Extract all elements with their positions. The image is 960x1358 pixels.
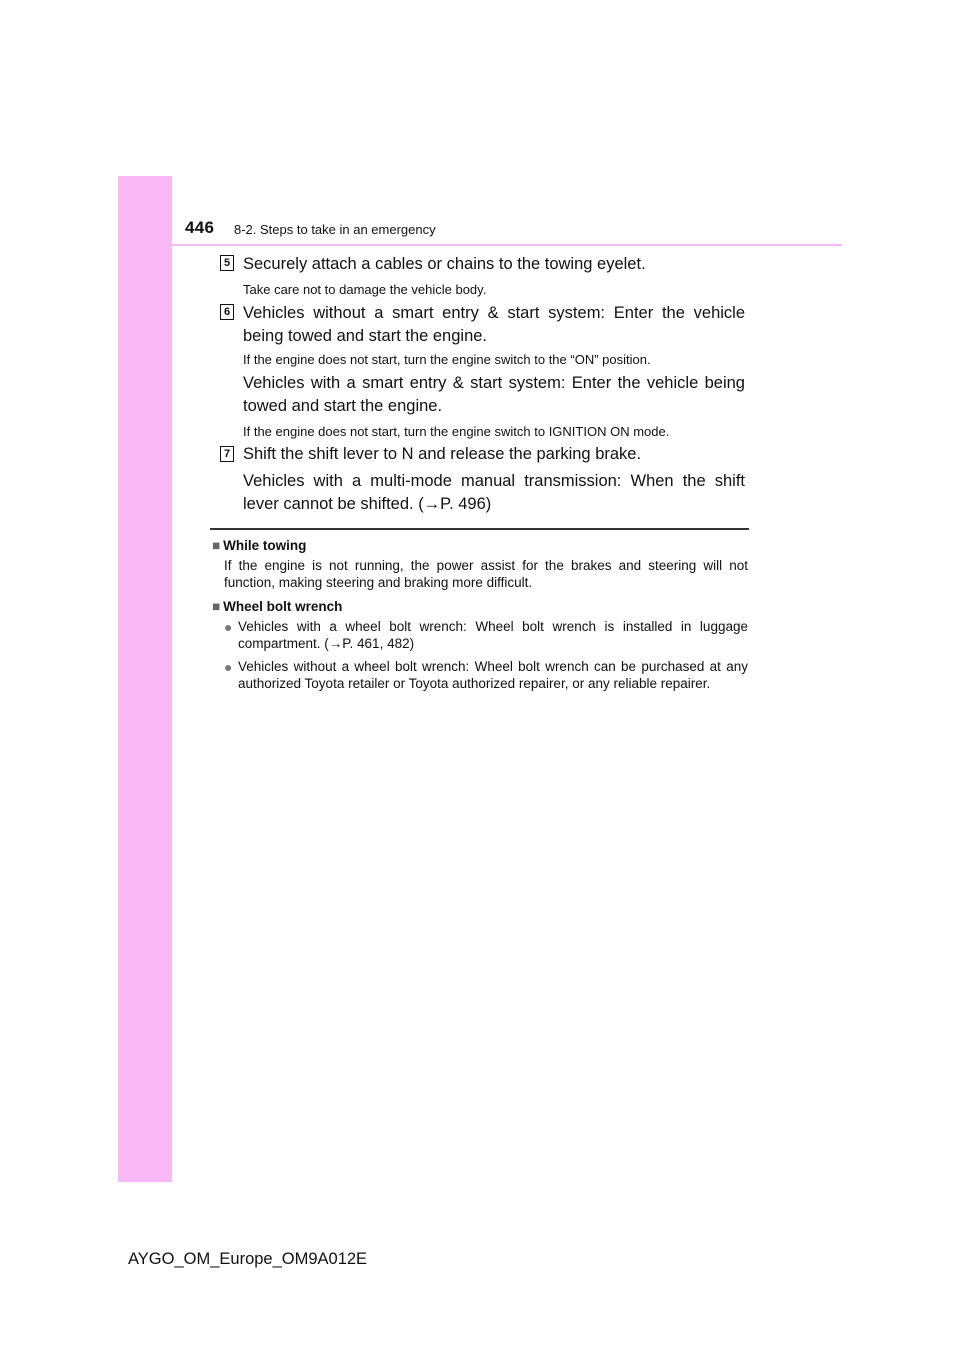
list-item: Vehicles with a wheel bolt wrench: Wheel bolt wrench is installed in luggage compartment. (→P. 461, 482) [238, 619, 748, 651]
bullet-icon: ● [224, 659, 233, 675]
note-title-while-towing [212, 538, 306, 553]
section-divider [210, 528, 749, 530]
footer-doc-code: AYGO_OM_Europe_OM9A012E [128, 1250, 368, 1268]
sidebar-tab [118, 176, 172, 1182]
list-item: Vehicles without a wheel bolt wrench: Wheel bolt wrench can be purchased at any authorized Toyota retailer or Toyota authorized repairer, or any reliable repairer. [238, 659, 748, 691]
step-5-note: Take care not to damage the vehicle body. [243, 282, 487, 297]
header-rule [172, 244, 842, 246]
square-marker-icon: ■ [212, 599, 221, 614]
step-number-6: 6 [220, 304, 234, 320]
page-number: 446 [185, 218, 215, 237]
step-6-note-smart-entry: If the engine does not start, turn the engine switch to IGNITION ON mode. [243, 424, 670, 439]
step-6-instruction-smart-entry: Vehicles with a smart entry & start system: Enter the vehicle being towed and start the engine. [243, 374, 745, 415]
note-title-wheel-bolt-wrench [212, 599, 342, 614]
step-6-instruction: Vehicles without a smart entry & start system: Enter the vehicle being towed and start the engine. [243, 304, 745, 345]
step-5-instruction: Securely attach a cables or chains to the towing eyelet. [243, 255, 646, 273]
note-title-text: Wheel bolt wrench [223, 599, 343, 614]
step-7-instruction-mmt: Vehicles with a multi-mode manual transmission: When the shift lever cannot be shifted. (→P. 496) [243, 472, 745, 513]
square-marker-icon: ■ [212, 538, 221, 553]
step-number-7: 7 [220, 446, 234, 462]
note-text-while-towing: If the engine is not running, the power assist for the brakes and steering will not function, making steering and braking more difficult. [224, 558, 748, 590]
step-6-note: If the engine does not start, turn the engine switch to the “ON” position. [243, 352, 651, 367]
section-title: 8-2. Steps to take in an emergency [234, 222, 436, 237]
step-number-5: 5 [220, 255, 234, 271]
bullet-icon: ● [224, 619, 233, 635]
step-7-instruction: Shift the shift lever to N and release the parking brake. [243, 445, 642, 463]
note-title-text: While towing [223, 538, 307, 553]
